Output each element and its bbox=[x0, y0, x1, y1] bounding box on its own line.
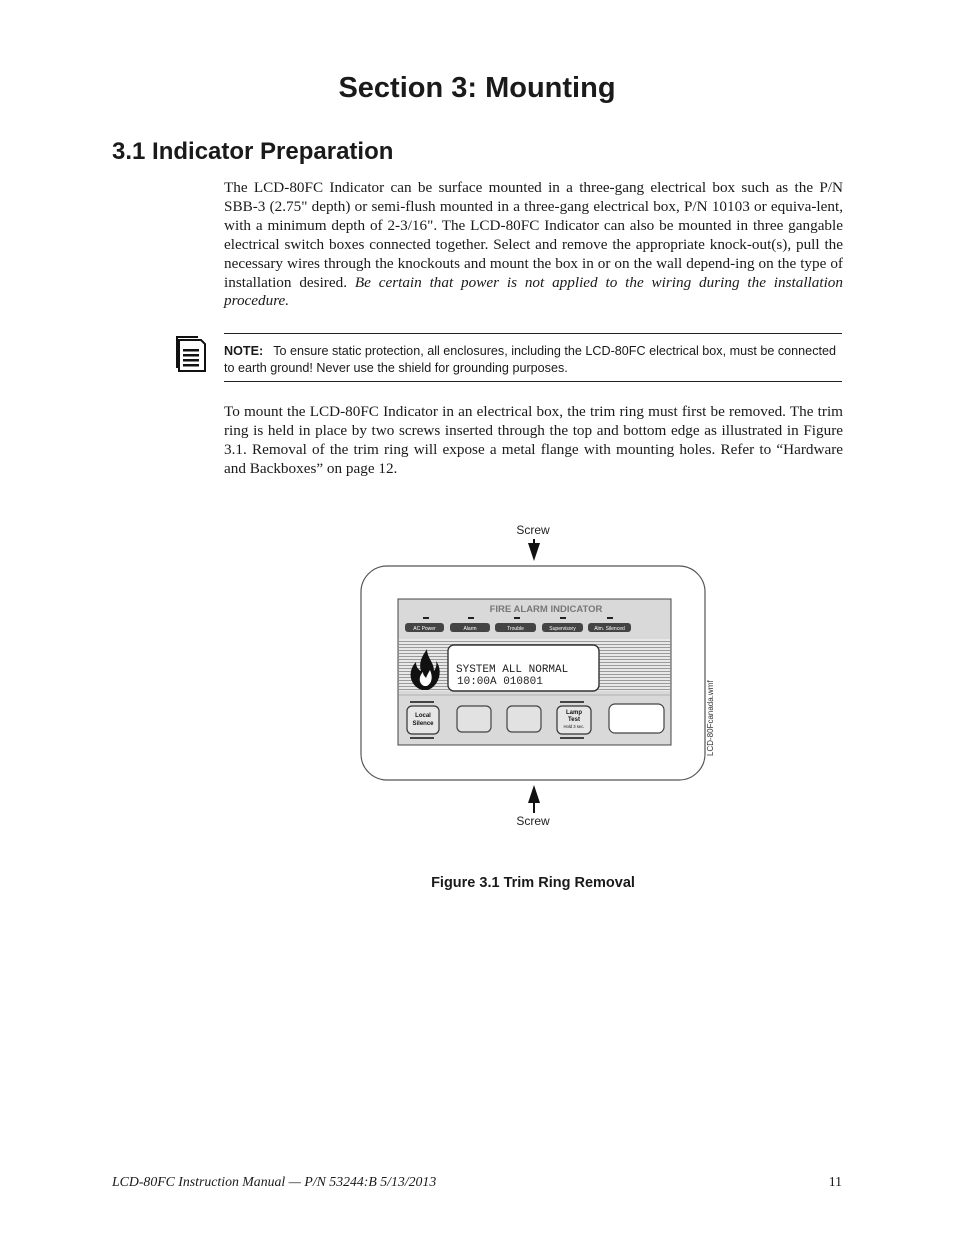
indicator-supervisory: Supervisory bbox=[549, 626, 576, 632]
display-line-1: SYSTEM ALL NORMAL bbox=[456, 664, 569, 676]
indicator-panel bbox=[398, 599, 671, 745]
blank-label-slot bbox=[609, 704, 664, 733]
page-number: 11 bbox=[828, 1174, 842, 1189]
lamp-test-button bbox=[557, 702, 591, 738]
top-screw-label: Screw bbox=[516, 523, 550, 537]
footer-manual-info: LCD-80FC Instruction Manual — P/N 53244:B 5/13/2013 bbox=[112, 1174, 437, 1189]
top-screw-arrow bbox=[528, 539, 540, 561]
indicator-alarm: Alarm bbox=[463, 626, 477, 632]
section-title: Section 3: Mounting bbox=[338, 72, 616, 104]
indicator-ac-power: AC Power bbox=[413, 626, 436, 632]
blank-button-1 bbox=[457, 706, 491, 732]
indicator-trouble: Trouble bbox=[507, 626, 524, 632]
local-silence-button bbox=[407, 702, 439, 738]
display-line-2: 10:00A 010801 bbox=[457, 676, 543, 688]
bottom-screw-label: Screw bbox=[516, 814, 550, 828]
note-box bbox=[224, 333, 842, 382]
lamp-test-label-3: Hold 3 sec. bbox=[563, 724, 585, 729]
local-silence-label-1: Local bbox=[415, 713, 431, 719]
blank-button-2 bbox=[507, 706, 541, 732]
intro-paragraph-warning: Be certain that power is not applied to the wiring during the installation procedure. bbox=[224, 273, 843, 310]
figure-file-label: LCD-80Fcanada.wmf bbox=[706, 680, 715, 756]
note-body: To ensure static protection, all enclosures, including the LCD-80FC electrical box, must be connected to earth ground! Never use the shield for grounding purposes. bbox=[224, 344, 836, 375]
panel-title: FIRE ALARM INDICATOR bbox=[489, 604, 603, 615]
intro-paragraph bbox=[224, 179, 843, 311]
lamp-test-label-1: Lamp bbox=[565, 710, 583, 716]
local-silence-label-2: Silence bbox=[412, 721, 434, 727]
lamp-test-label-2: Test bbox=[568, 717, 580, 723]
bottom-screw-arrow bbox=[528, 785, 540, 813]
subsection-title: 3.1 Indicator Preparation bbox=[112, 138, 394, 165]
intro-paragraph-text: The LCD-80FC Indicator can be surface mounted in a three-gang electrical box such as the P/N SBB-3 (2.75" depth) or semi-flush mounted in a three-gang electrical box, P/N 10103 or equiva-lent, with a minimum depth of 2-3/16". The LCD-80FC Indicator can also be mounted in three gangable electrical switch boxes connected together. Select and remove the appropriate knock-out(s), pull the necessary wires through the knockouts and mount the box in or on the wall depend-ing on the type of installation desired. bbox=[224, 179, 843, 291]
figure-caption: Figure 3.1 Trim Ring Removal bbox=[431, 875, 635, 891]
trim-ring-figure bbox=[350, 515, 730, 835]
note-text bbox=[224, 343, 842, 377]
indicator-alm-silenced: Alm. Silenced bbox=[594, 626, 625, 632]
note-label: NOTE: bbox=[224, 344, 264, 358]
note-icon bbox=[176, 335, 208, 373]
mounting-paragraph: To mount the LCD-80FC Indicator in an electrical box, the trim ring must first be removed. The trim ring is held in place by two screws inserted through the top and bottom edge as illustrated in Figure 3.1. Removal of the trim ring will expose a metal flange with mounting holes. Refer to “Hardware and Backboxes” on page 12. bbox=[224, 403, 843, 477]
lcd-display bbox=[448, 645, 599, 691]
